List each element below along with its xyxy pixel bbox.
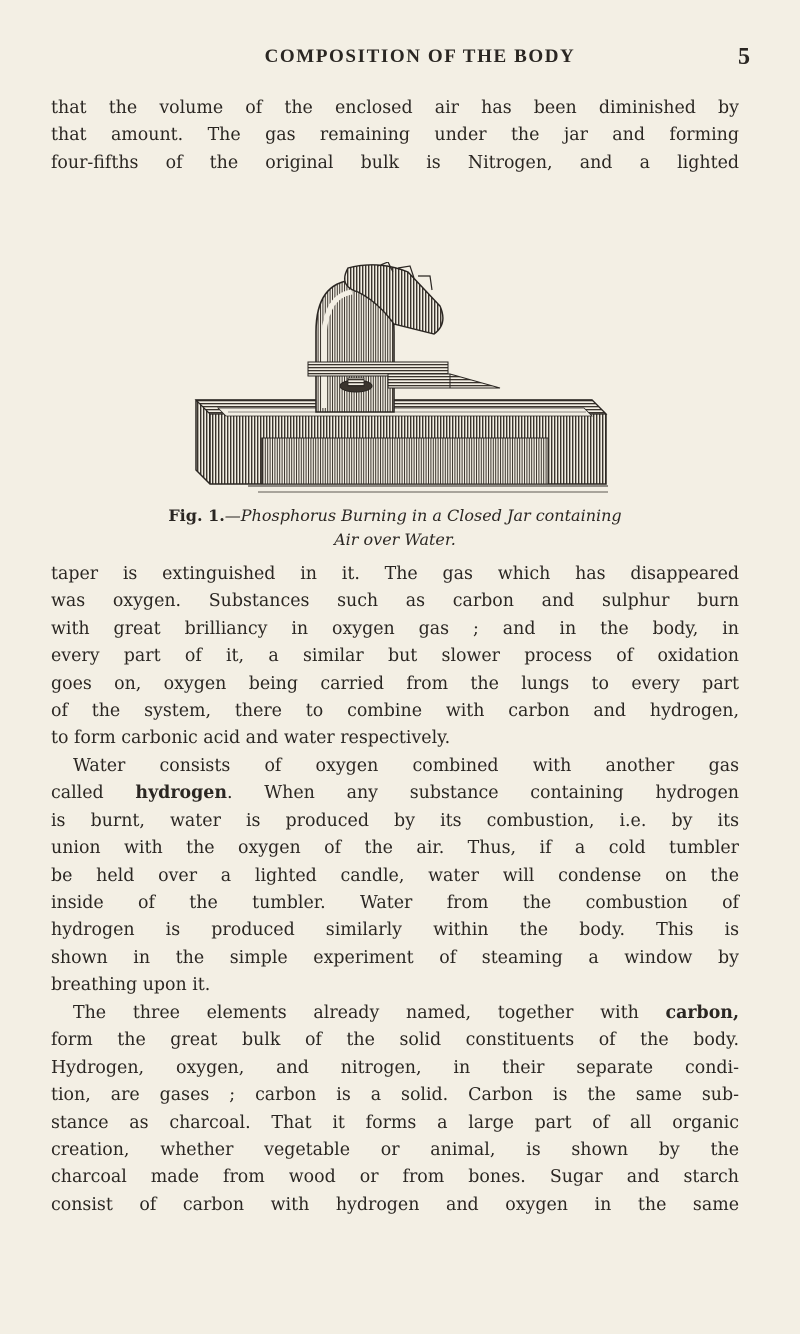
text-line: The three elements already named, together with carbon,	[73, 1003, 739, 1023]
text-line: with great brilliancy in oxygen gas ; and in the body, in	[51, 618, 739, 639]
figure-caption: Fig. 1.—Phosphorus Burning in a Closed Jar containing Air over Water.	[51, 504, 739, 552]
text-line: union with the oxygen of the air. Thus, if a cold tumbler	[51, 838, 739, 859]
caption-line-2: Air over Water.	[334, 530, 456, 549]
text-line: charcoal made from wood or from bones. Sugar and starch	[51, 1167, 739, 1188]
text-line: form the great bulk of the solid constituents of the body.	[51, 1030, 739, 1051]
text-line: be held over a lighted candle, water will condense on the	[51, 865, 739, 886]
page-number: 5	[738, 44, 750, 70]
running-title: COMPOSITION OF THE BODY	[264, 46, 576, 67]
text-line: shown in the simple experiment of steaming a window by	[51, 947, 739, 968]
text-line: consist of carbon with hydrogen and oxygen in the same	[51, 1194, 739, 1215]
figure-label: Fig. 1.	[168, 506, 225, 525]
term-carbon: carbon,	[665, 1003, 739, 1023]
text-line: that amount. The gas remaining under the jar and forming	[51, 125, 739, 146]
text-line: creation, whether vegetable or animal, is shown by the	[51, 1140, 739, 1161]
paragraph-2	[51, 561, 739, 753]
text-line: that the volume of the enclosed air has been diminished by	[51, 98, 739, 118]
paragraph-1	[51, 95, 739, 177]
text-line: breathing upon it.	[51, 975, 211, 996]
text-line: to form carbonic acid and water respectively.	[51, 728, 451, 749]
running-head	[90, 46, 750, 76]
term-hydrogen: hydrogen	[135, 783, 227, 804]
paragraph-3	[51, 753, 739, 1000]
text-line: four-fifths of the original bulk is Nitrogen, and a lighted	[51, 152, 739, 173]
sunken-dish	[388, 374, 500, 388]
water-surface	[218, 408, 592, 416]
text-line: tion, are gases ; carbon is a solid. Carbon is the same sub-	[51, 1085, 739, 1106]
text-line: Hydrogen, oxygen, and nitrogen, in their separate condi-	[51, 1057, 739, 1078]
text-line: every part of it, a similar but slower process of oxidation	[51, 646, 739, 667]
text-line: Water consists of oxygen combined with another gas	[73, 756, 739, 776]
text-line: stance as charcoal. That it forms a large part of all organic	[51, 1112, 739, 1133]
paragraph-4	[51, 1000, 739, 1219]
text-line: called hydrogen. When any substance containing hydrogen	[51, 783, 740, 804]
text-line: was oxygen. Substances such as carbon and sulphur burn	[51, 591, 739, 612]
text-line: hydrogen is produced similarly within the body. This is	[51, 920, 739, 941]
bell-jar-illustration	[188, 262, 618, 498]
text-line: inside of the tumbler. Water from the combustion of	[51, 893, 739, 914]
text-line: is burnt, water is produced by its combustion, i.e. by its	[51, 810, 739, 831]
caption-line-1: Phosphorus Burning in a Closed Jar containing	[240, 506, 622, 525]
text-line: taper is extinguished in it. The gas which has disappeared	[51, 564, 739, 584]
text-line: of the system, there to combine with carbon and hydrogen,	[51, 701, 739, 722]
text-line: goes on, oxygen being carried from the lungs to every part	[51, 673, 739, 694]
